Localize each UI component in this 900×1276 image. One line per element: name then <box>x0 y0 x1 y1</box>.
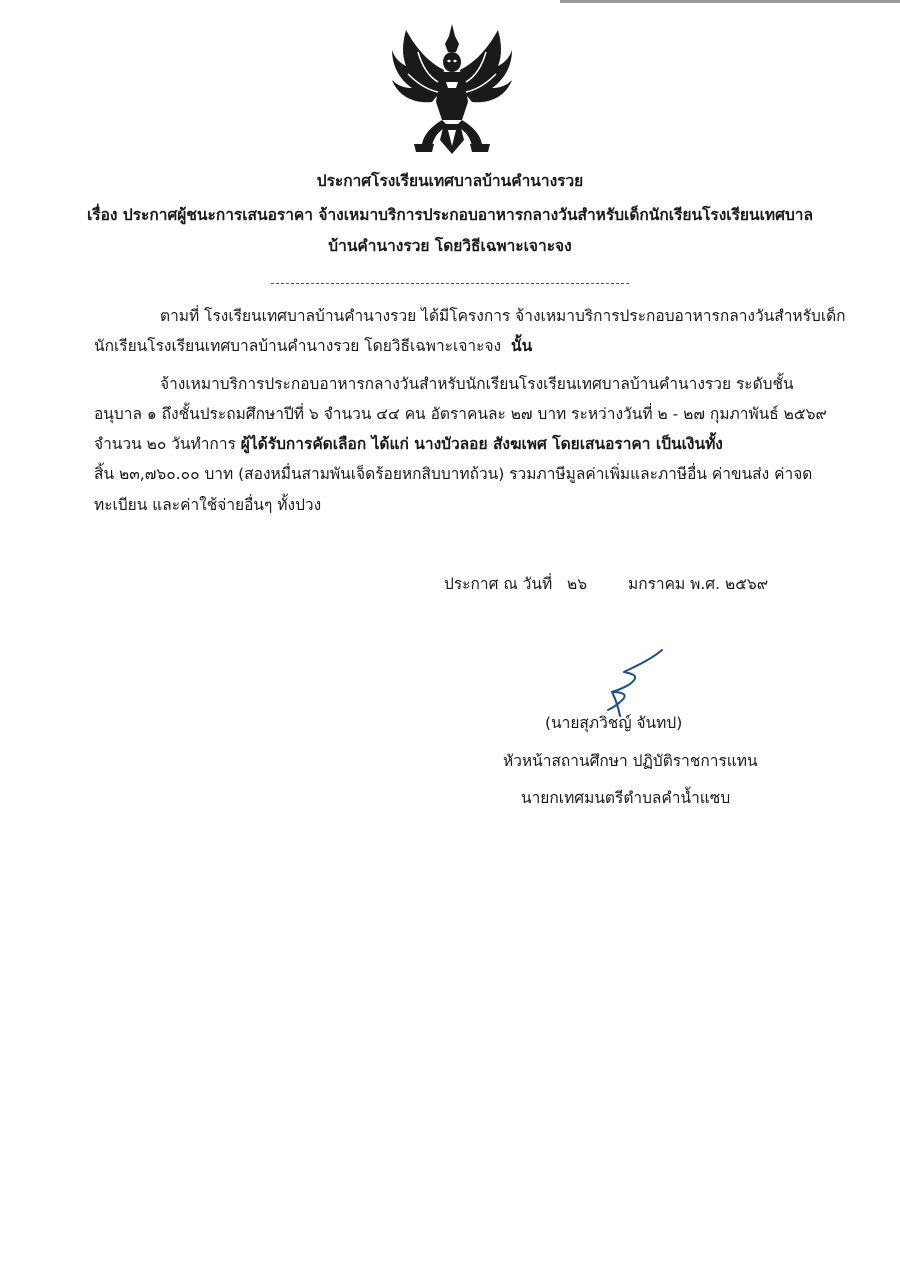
paragraph-2-line-3b: ผู้ได้รับการคัดเลือก ได้แก่ นางบัวลอย สังฆเพศ โดยเสนอราคา เป็นเงินทั้ง <box>240 435 723 453</box>
paragraph-2-line-4: สิ้น ๒๓,๗๖๐.๐๐ บาท (สองหมื่นสามพันเจ็ดร้อยหกสิบบาทถ้วน) รวมภาษีมูลค่าเพิ่มและภาษีอื่น ค่าขนส่ง ค่าจด <box>94 465 813 483</box>
signatory-position-1: หัวหน้าสถานศึกษา ปฏิบัติราชการแทน <box>503 752 758 770</box>
handwritten-signature <box>590 646 670 718</box>
scan-edge <box>560 0 900 3</box>
signatory-position-2: นายกเทศมนตรีตำบลคำน้ำแซบ <box>521 789 731 807</box>
document-subject-line-2: บ้านคำนางรวย โดยวิธีเฉพาะเจาะจง <box>328 237 572 255</box>
signatory-name: (นายสุภวิชญ์ จันทป) <box>545 714 683 732</box>
paragraph-1-line-2 <box>94 335 532 357</box>
document-subject-line-1: เรื่อง ประกาศผู้ชนะการเสนอราคา จ้างเหมาบริการประกอบอาหารกลางวันสำหรับเด็กนักเรียนโรงเรียนเทศบาล <box>86 206 813 224</box>
paragraph-2-line-3a: จำนวน ๒๐ วันทำการ <box>94 435 236 453</box>
announce-date-prefix: ประกาศ ณ วันที่ <box>444 575 553 593</box>
paragraph-1-line-2-text: นักเรียนโรงเรียนเทศบาลบ้านคำนางรวย โดยวิธีเฉพาะเจาะจง <box>94 337 502 355</box>
paragraph-2-line-3 <box>94 433 723 455</box>
announce-date-day: ๒๖ <box>567 575 588 593</box>
paragraph-1-line-1: ตามที่ โรงเรียนเทศบาลบ้านคำนางรวย ได้มีโครงการ จ้างเหมาบริการประกอบอาหารกลางวันสำหรับเด็ก <box>160 307 846 325</box>
paragraph-2-line-1: จ้างเหมาบริการประกอบอาหารกลางวันสำหรับนักเรียนโรงเรียนเทศบาลบ้านคำนางรวย ระดับชั้น <box>160 375 794 393</box>
announce-date-month-year: มกราคม พ.ศ. ๒๕๖๙ <box>628 575 769 593</box>
header-divider <box>271 283 629 284</box>
garuda-emblem-icon <box>388 22 516 162</box>
paragraph-2-line-2: อนุบาล ๑ ถึงชั้นประถมศึกษาปีที่ ๖ จำนวน ๔๔ คน อัตราคนละ ๒๗ บาท ระหว่างวันที่ ๒ - ๒๗ กุมภาพันธ์ ๒๕๖๙ <box>94 405 827 423</box>
paragraph-1-end: นั้น <box>510 337 533 355</box>
document-title: ประกาศโรงเรียนเทศบาลบ้านคำนางรวย <box>316 172 584 190</box>
paragraph-2-line-5: ทะเบียน และค่าใช้จ่ายอื่นๆ ทั้งปวง <box>94 496 322 514</box>
